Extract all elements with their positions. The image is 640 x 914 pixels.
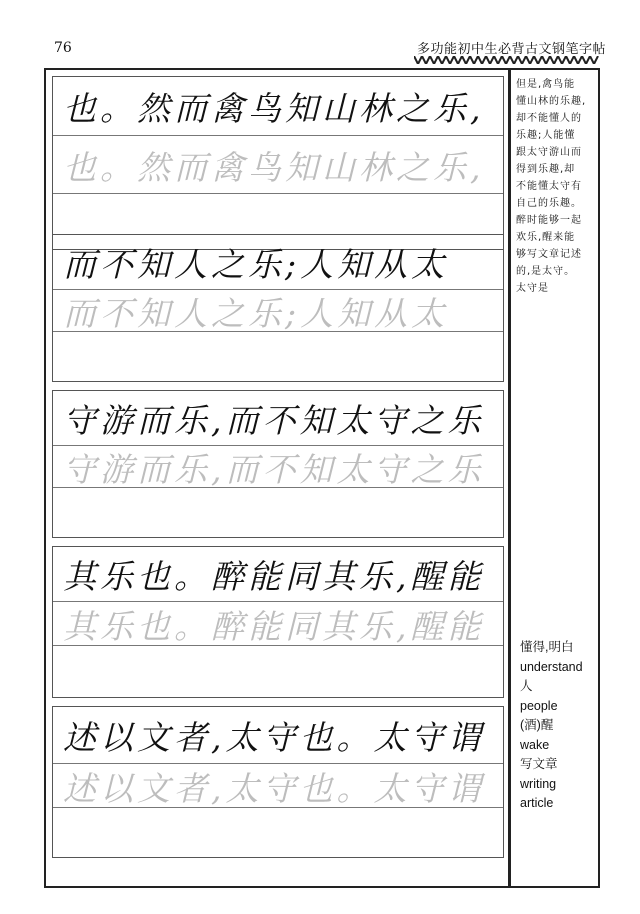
vocab-line: 人 [520, 679, 533, 693]
translation-line: 得到乐趣,却 [516, 164, 576, 175]
vocab-line: wake [520, 737, 550, 752]
translation-line: 乐趣;人能懂 [516, 130, 576, 141]
translation-line: 醉时能够一起 [516, 215, 582, 226]
decorative-zigzag-border [414, 56, 600, 64]
trace-line: 也。然而禽鸟知山林之乐, [53, 135, 503, 194]
page-number: 76 [54, 40, 72, 56]
translation-line: 跟太守游山而 [516, 147, 582, 158]
blank-writing-line[interactable] [53, 645, 503, 700]
blank-writing-line[interactable] [53, 807, 503, 860]
translation-line: 但是,禽鸟能 [516, 79, 576, 90]
blank-writing-line[interactable] [53, 487, 503, 540]
blank-writing-line[interactable] [53, 331, 503, 384]
translation-line: 太守是 [516, 283, 549, 294]
practice-block-4 [52, 546, 504, 698]
translation-line: 欢乐,醒来能 [516, 232, 576, 243]
book-title: 多功能初中生必背古文钢笔字帖 [416, 42, 606, 57]
practice-block-3 [52, 390, 504, 538]
translation-line: 够写文章记述 [516, 249, 582, 260]
translation-line: 自己的乐趣。 [516, 198, 582, 209]
practice-block-5 [52, 706, 504, 858]
vocabulary-notes [520, 638, 596, 814]
trace-line: 述以文者,太守也。太守谓 [53, 763, 503, 808]
practice-block-2 [52, 234, 504, 382]
translation-line: 的,是太守。 [516, 266, 576, 277]
model-line: 守游而乐,而不知太守之乐 [63, 400, 485, 440]
model-line: 而不知人之乐;人知从太 [63, 244, 449, 284]
vocab-line: article [520, 796, 554, 810]
model-line: 也。然而禽鸟知山林之乐, [63, 88, 485, 128]
trace-line: 而不知人之乐;人知从太 [53, 289, 503, 332]
vocab-line: (酒)醒 [520, 718, 554, 732]
translation-line: 却不能懂人的 [516, 113, 582, 124]
vocab-line: understand [520, 659, 583, 674]
trace-line: 守游而乐,而不知太守之乐 [53, 445, 503, 488]
vocab-line: writing [520, 776, 557, 791]
vocab-line: 懂得,明白 [520, 640, 574, 654]
model-line: 其乐也。醉能同其乐,醒能 [63, 556, 485, 596]
translation-line: 懂山林的乐趣, [516, 96, 587, 107]
trace-line: 其乐也。醉能同其乐,醒能 [53, 601, 503, 646]
column-divider [508, 68, 511, 888]
practice-block-1 [52, 76, 504, 250]
translation-notes [516, 76, 594, 297]
vocab-line: people [520, 698, 558, 713]
model-line: 述以文者,太守也。太守谓 [63, 717, 485, 757]
vocab-line: 写文章 [520, 757, 558, 771]
translation-line: 不能懂太守有 [516, 181, 582, 192]
